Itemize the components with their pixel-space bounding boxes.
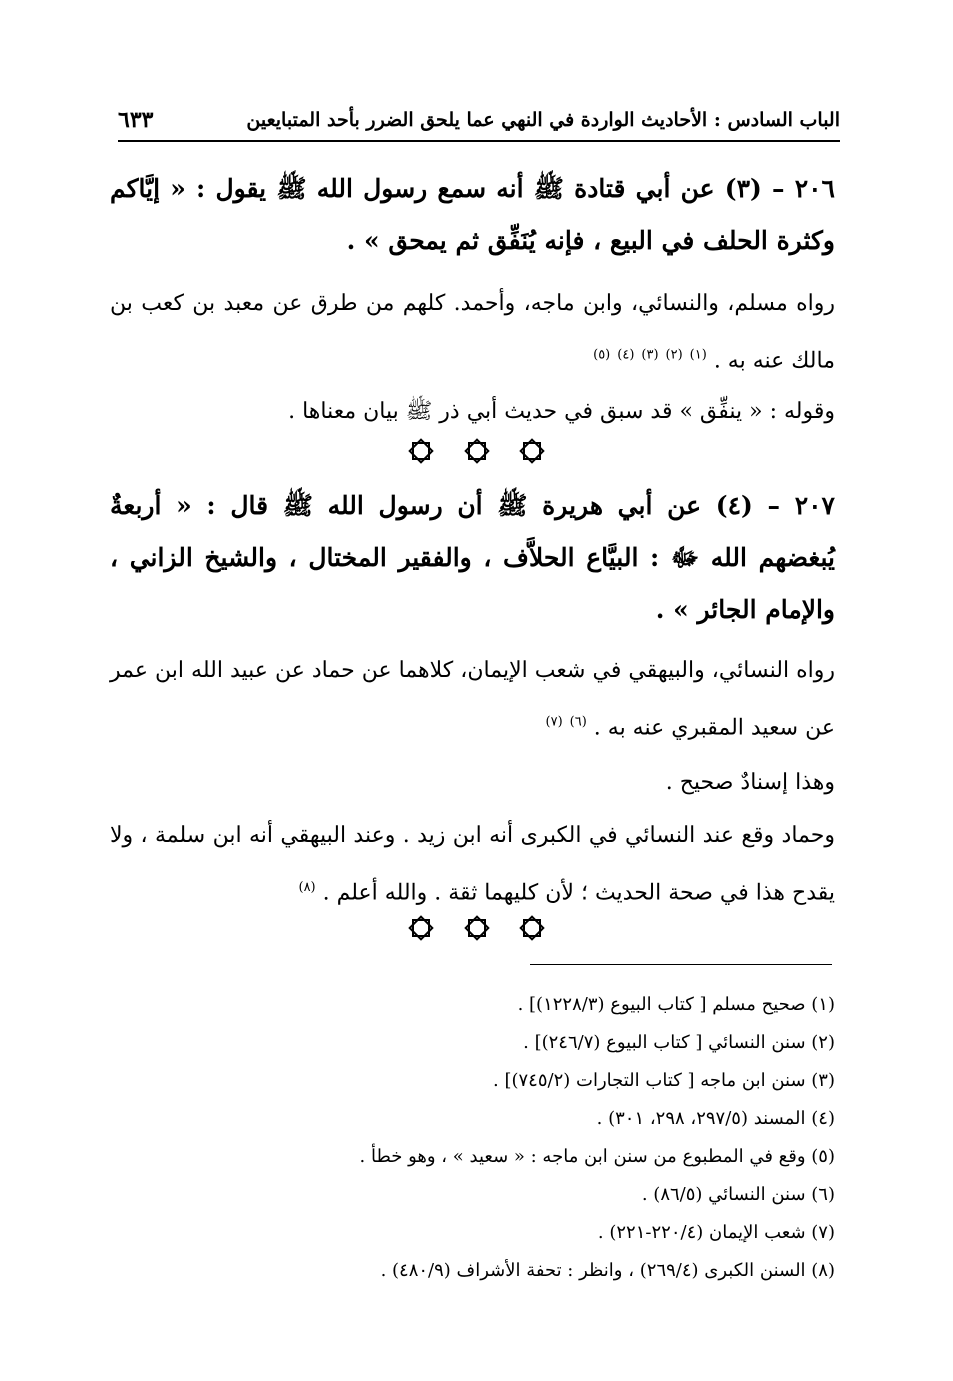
eight-point-star-icon [462,913,492,943]
footnote-refs-206 [593,348,707,373]
page-number: ٦٣٣ [118,107,154,133]
footnote-ref-5: (٥) [593,348,611,363]
takhrij-206 [110,278,835,387]
narrator-note-text: وحماد وقع عند النسائي في الكبرى أنه ابن زيد . وعند البيهقي أنه ابن سلمة ، ولا يقدح هذا في صحة الحديث ؛ لأن كليهما ثقة . والله أعلم . [110,823,835,906]
eight-point-star-icon [517,436,547,466]
section-ornament [0,436,953,466]
footnote-7: (٧) شعب الإيمان (٢٢٠/٤-٢٢١) . [597,1222,835,1243]
footnote-refs-207 [546,715,587,740]
takhrij-207 [110,645,835,754]
takhrij-207-text: رواه النسائي، والبيهقي في شعب الإيمان، كلاهما عن حماد عن عبيد الله ابن عمر عن سعيد المقبري عنه به . [110,658,835,741]
eight-point-star-icon [406,436,436,466]
takhrij-206-text: رواه مسلم، والنسائي، وابن ماجه، وأحمد. كلهم من طرق عن معبد بن كعب بن مالك عنه به . [110,291,835,374]
hadith-206: ٢٠٦ – (٣) عن أبي قتادة ﷺ أنه سمع رسول الله ﷺ يقول : « إيَّاكم وكثرة الحلف في البيع ، فإنه يُنَفِّق ثم يمحق » . [110,174,835,255]
chapter-title: الباب السادس : الأحاديث الواردة في النهي عما يلحق الضرر بأحد المتبايعين [246,109,840,131]
eight-point-star-icon [517,913,547,943]
footnote-ref-3: (٣) [641,348,659,363]
footnote-ref-8: (٨) [298,880,316,895]
comment-206: وقوله : « ينفِّق » قد سبق في حديث أبي ذر ﷺ بيان معناها . [288,399,835,424]
footnote-separator [530,964,832,965]
footnote-ref-6: (٦) [569,715,587,730]
footnote-ref-7: (٧) [545,715,563,730]
isnad-grade: وهذا إسنادٌ صحيح . [665,770,835,795]
footnote-6: (٦) سنن النسائي (٨٦/٥) . [641,1184,835,1205]
footnote-1: (١) صحيح مسلم [ كتاب البيوع (١٢٢٨/٣)] . [517,994,835,1015]
footnote-2: (٢) سنن النسائي [ كتاب البيوع (٢٤٦/٧)] . [523,1032,835,1053]
footnote-8: (٨) السنن الكبرى (٢٦٩/٤) ، وانظر : تحفة الأشراف (٤٨٠/٩) . [380,1260,835,1281]
narrator-note [110,810,835,919]
footnote-3: (٣) سنن ابن ماجه [ كتاب التجارات (٧٤٥/٢)] . [493,1070,835,1091]
eight-point-star-icon [406,913,436,943]
footnote-ref-4: (٤) [617,348,635,363]
hadith-207: ٢٠٧ – (٤) عن أبي هريرة ﷺ أن رسول الله ﷺ قال : « أربعةٌ يُبغضهم الله ﷻ : البيَّاع الحلاَّف ، والفقير المختال ، والشيخ الزاني ، والإمام الجائر » . [110,491,835,624]
footnote-ref-1: (١) [689,348,707,363]
running-header [118,100,840,142]
footnote-4: (٤) المسند (٢٩٧/٥، ٢٩٨، ٣٠١) . [596,1108,835,1129]
footnote-ref-2: (٢) [665,348,683,363]
footnote-5: (٥) وقع في المطبوع من سنن ابن ماجه : « سعيد » ، وهو خطأ . [359,1146,835,1167]
footnotes [110,986,835,1290]
eight-point-star-icon [462,436,492,466]
section-ornament-end [0,913,953,943]
